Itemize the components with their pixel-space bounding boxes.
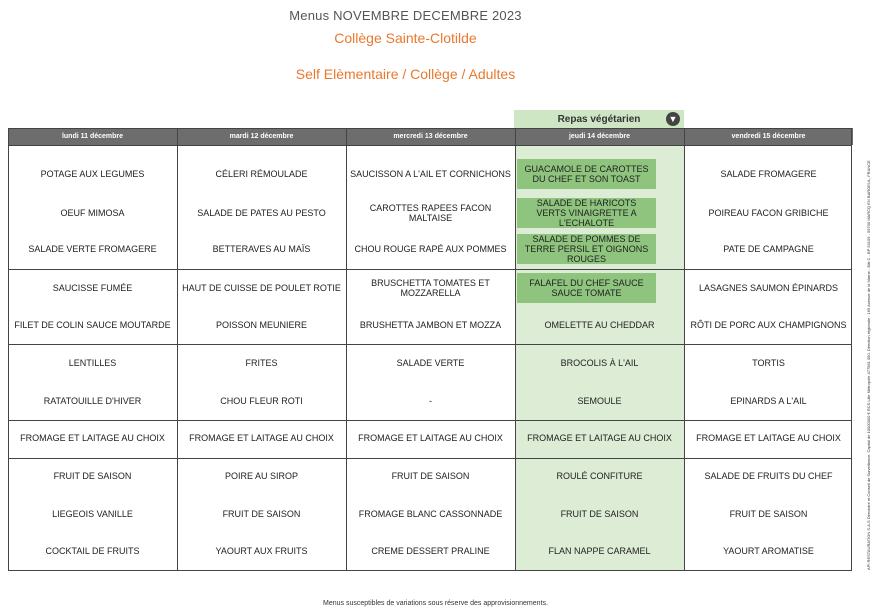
grid-horizontal-line [8,344,852,345]
grid-horizontal-line [8,420,852,421]
grid-horizontal-line [8,458,852,459]
menu-item: SAUCISSON A L'AIL ET CORNICHONS [350,169,511,179]
menu-item: EPINARDS A L'AIL [730,396,807,406]
menu-item: FRUIT DE SAISON [729,509,808,519]
menu-item: PATE DE CAMPAGNE [723,244,814,254]
day-header: lundi 11 décembre [8,128,177,145]
menu-item: RATATOUILLE D'HIVER [43,396,142,406]
menu-item: POISSON MEUNIERE [215,320,307,330]
menu-item: SEMOULE [577,396,622,406]
menu-item: FRUIT DE SAISON [560,509,639,519]
menu-item: RÔTI DE PORC AUX CHAMPIGNONS [690,320,847,330]
grid-vertical-line [684,128,685,571]
grid-horizontal-line [8,145,852,146]
menu-item: COCKTAIL DE FRUITS [45,546,140,556]
menu-item: SALADE DE HARICOTS VERTS VINAIGRETTE A L'ECHALOTE [517,198,656,228]
menu-item: SALADE VERTE FROMAGERE [28,244,157,254]
menu-item: LIEGEOIS VANILLE [52,509,133,519]
day-column [8,128,177,571]
grid-vertical-line [8,128,9,571]
menu-item: FRUIT DE SAISON [53,471,132,481]
menu-item: GUACAMOLE DE CAROTTES DU CHEF ET SON TOAST [517,159,656,189]
grid-horizontal-line [8,269,852,270]
day-header: jeudi 14 décembre [515,128,684,145]
day-header: mercredi 13 décembre [346,128,515,145]
grid-vertical-line [177,128,178,571]
menu-item: OMELETTE AU CHEDDAR [544,320,655,330]
menu-item: SALADE DE POMMES DE TERRE PERSIL ET OIGNONS ROUGES [517,234,656,264]
vegetarian-meal-label [514,110,684,128]
menu-item: SALADE VERTE [396,358,465,368]
menu-item: SALADE DE FRUITS DU CHEF [704,471,833,481]
menu-item: LENTILLES [68,358,117,368]
day-header: mardi 12 décembre [177,128,346,145]
menu-item: CÉLERI RÉMOULADE [215,169,308,179]
school-name: Collège Sainte-Clotilde [334,30,477,46]
menu-item: POTAGE AUX LEGUMES [40,169,145,179]
menu-item: OEUF MIMOSA [60,208,125,218]
footer-note: Menus susceptibles de variations sous réserve des approvisionnements. [323,600,548,607]
grid-horizontal-line [8,128,852,129]
menu-item: SALADE FROMAGERE [720,169,817,179]
grid-horizontal-line [8,570,852,571]
menu-item: YAOURT AUX FRUITS [215,546,308,556]
menu-item: FLAN NAPPE CARAMEL [548,546,651,556]
menu-item: CHOU ROUGE RAPÉ AUX POMMES [354,244,507,254]
menu-item: FROMAGE ET LAITAGE AU CHOIX [527,433,672,443]
grid-vertical-line [851,128,852,571]
menu-item: FRUIT DE SAISON [222,509,301,519]
menu-title: Menus NOVEMBRE DECEMBRE 2023 [289,8,522,23]
menu-item: SAUCISSE FUMÉE [52,283,133,293]
day-column [515,128,684,571]
day-header: vendredi 15 décembre [684,128,853,145]
menu-item: YAOURT AROMATISE [723,546,814,556]
side-legal-note [858,40,871,600]
menu-item: SALADE DE PATES AU PESTO [197,208,326,218]
menu-item: BETTERAVES AU MAÏS [212,244,311,254]
menu-item: BRUSHETTA JAMBON ET MOZZA [359,320,502,330]
grid-vertical-line [515,128,516,571]
menu-item: FRUIT DE SAISON [391,471,470,481]
filter-icon[interactable]: ▼ [666,112,680,126]
menu-item: POIREAU FACON GRIBICHE [708,208,829,218]
day-column [684,128,853,571]
menu-item: LASAGNES SAUMON ÉPINARDS [698,283,839,293]
menu-item: HAUT DE CUISSE DE POULET ROTIE [182,283,341,293]
menu-item: CAROTTES RAPEES FACON MALTAISE [369,203,492,223]
menu-item: FROMAGE BLANC CASSONNADE [358,509,503,519]
menu-item: - [429,396,432,406]
menu-subtitle: Self Elèmentaire / Collège / Adultes [295,66,516,82]
menu-item: BRUSCHETTA TOMATES ET MOZZARELLA [371,278,490,298]
grid-vertical-line [346,128,347,571]
menu-item: FRITES [245,358,278,368]
menu-item: POIRE AU SIROP [224,471,299,481]
menu-item: CREME DESSERT PRALINE [371,546,490,556]
menu-item: FILET DE COLIN SAUCE MOUTARDE [14,320,171,330]
day-column [177,128,346,571]
menu-item: FALAFEL DU CHEF SAUCE SAUCE TOMATE [517,273,656,303]
menu-item: CHOU FLEUR ROTI [220,396,303,406]
menu-grid [8,128,852,571]
day-column [346,128,515,571]
menu-item: FROMAGE ET LAITAGE AU CHOIX [696,433,841,443]
menu-item: FROMAGE ET LAITAGE AU CHOIX [358,433,503,443]
menu-item: FROMAGE ET LAITAGE AU CHOIX [20,433,165,443]
menu-item: BROCOLIS À L'AIL [560,358,639,368]
menu-item: ROULÉ CONFITURE [556,471,643,481]
side-legal-text: API RESTAURATION S.A.S Directoire et Conseil de Surveillance. Capital de 10000000 € RCS Lille Métropole 477581 050. Direction régionale : 165 Avenue de la Marne - Bât C - BP 53109 - 59700 MARCQ EN BAROEUL, FRANCE [866,160,871,570]
menu-item: TORTIS [752,358,785,368]
menu-item: FROMAGE ET LAITAGE AU CHOIX [189,433,334,443]
vegetarian-label-text: Repas végétarien [557,113,641,125]
